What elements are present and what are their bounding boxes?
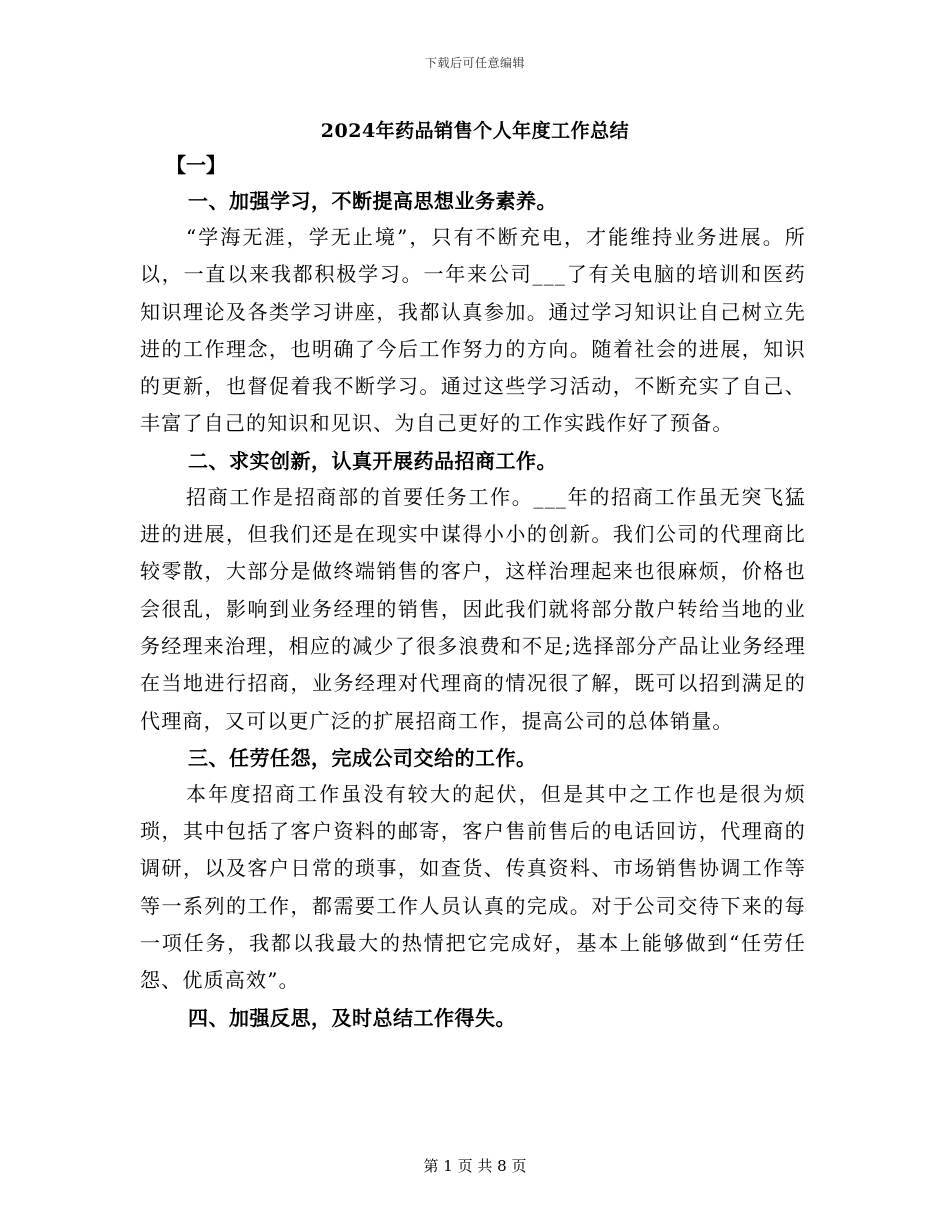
document-title: 2024年药品销售个人年度工作总结 — [320, 120, 630, 142]
section-paragraph-3: 本年度招商工作虽没有较大的起伏，但是其中之工作也是很为烦琐，其中包括了客户资料的邮寄，客户售前售后的电话回访，代理商的调研，以及客户日常的琐事，如查货、传真资料、市场销售协调工作等等一系列的工作，都需要工作人员认真的完成。对于公司交待下来的每一项任务，我都以我最大的热情把它完成好，基本上能够做到“任劳任怨、优质高效”。 — [140, 781, 806, 993]
header-note: 下载后可任意编辑 — [424, 56, 525, 70]
section-paragraph-1: “学海无涯，学无止境”，只有不断充电，才能维持业务进展。所以，一直以来我都积极学习。一年来公司___了有关电脑的培训和医药知识理论及各类学习讲座，我都认真参加。通过学习知识让自己树立先进的工作理念，也明确了今后工作努力的方向。随着社会的进展，知识的更新，也督促着我不断学习。通过这些学习活动，不断充实了自己、丰富了自己的知识和见识、为自己更好的工作实践作好了预备。 — [140, 225, 806, 436]
section-heading-3: 三、任劳任怨，完成公司交给的工作。 — [188, 745, 537, 770]
section-heading-1: 一、加强学习，不断提高思想业务素养。 — [188, 189, 557, 213]
section-heading-2: 二、求实创新，认真开展药品招商工作。 — [188, 448, 557, 473]
page-number-footer: 第 1 页 共 8 页 — [423, 1157, 527, 1175]
document-body — [140, 147, 806, 1036]
section-marker: 【一】 — [166, 153, 226, 177]
section-paragraph-2: 招商工作是招商部的首要任务工作。___年的招商工作虽无突飞猛进的进展，但我们还是在现实中谋得小小的创新。我们公司的代理商比较零散，大部分是做终端销售的客户，这样治理起来也很麻烦，价格也会很乱，影响到业务经理的销售，因此我们就将部分散户转给当地的业务经理来治理，相应的减少了很多浪费和不足;选择部分产品让业务经理在当地进行招商，业务经理对代理商的情况很了解，既可以招到满足的代理商，又可以更广泛的扩展招商工作，提高公司的总体销量。 — [140, 484, 806, 733]
section-heading-4: 四、加强反思，及时总结工作得失。 — [188, 1005, 516, 1030]
